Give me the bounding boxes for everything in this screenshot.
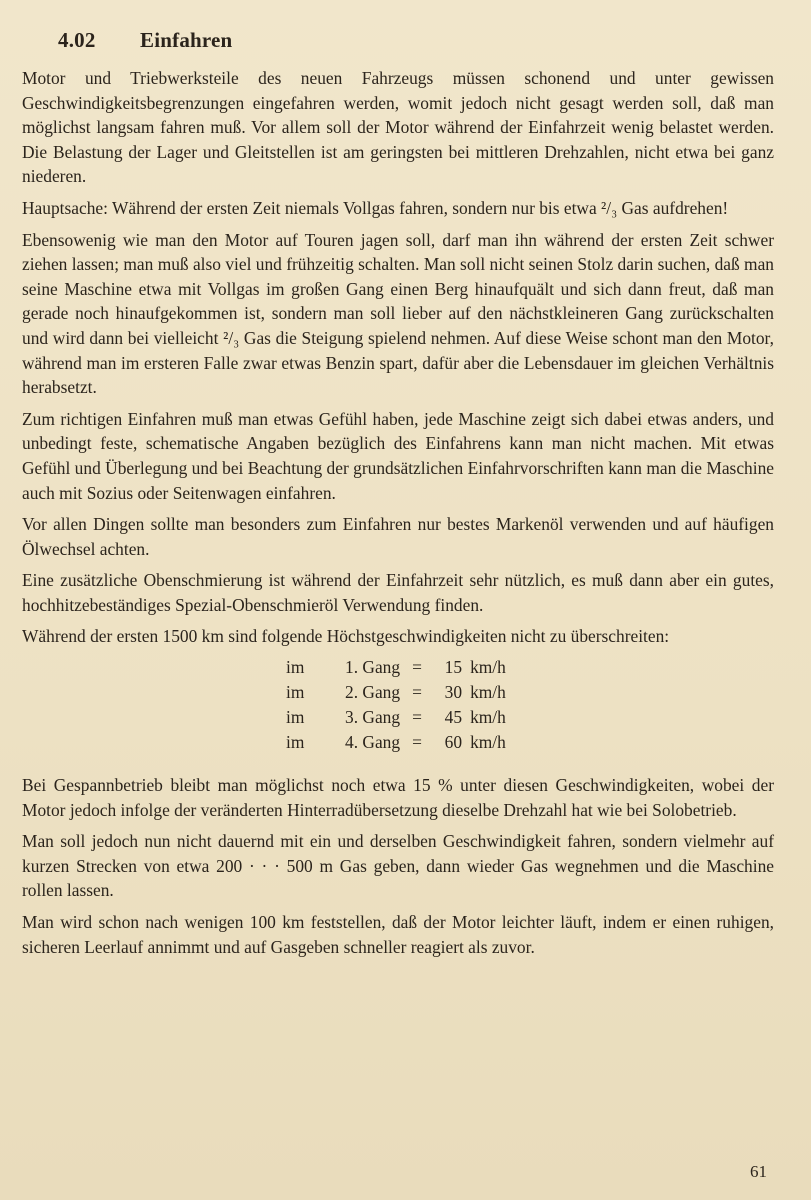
section-number: 4.02 [58,28,96,52]
section-title: Einfahren [140,28,233,52]
speed-unit: km/h [470,707,506,728]
paragraph: Motor und Triebwerksteile des neuen Fahrzeugs müssen schonend und unter gewissen Geschwindigkeitsbegrenzungen eingefahren werden, womit jedoch nicht gesagt werden soll, daß man möglichst langsam fahren muß. Vor allem soll der Motor während der Einfahrzeit wenig belastet werden. Die Belastung der Lager und Gleitstellen ist am geringsten bei mittleren Drehzahlen, nicht etwa bei ganz niederen. [22,68,774,187]
speed-gear: 1. Gang [345,657,401,678]
body-text [22,66,774,966]
speed-unit: km/h [470,732,506,753]
speed-eq: = [412,657,422,678]
page-number: 61 [750,1162,767,1181]
speed-row [286,655,774,680]
paragraph: Man soll jedoch nun nicht dauernd mit ein und derselben Geschwindigkeit fahren, sondern vielmehr auf kurzen Strecken von etwa 200 · · · 500 m Gas geben, dann wieder Gas wegnehmen und die Maschine rollen lassen. [22,831,774,901]
paragraph: Bei Gespannbetrieb bleibt man möglichst noch etwa 15 % unter diesen Geschwindigkeiten, wobei der Motor jedoch infolge der veränderten Hinterradübersetzung dieselbe Drehzahl hat wie bei Solobetrieb. [22,775,774,820]
speed-eq: = [412,732,422,753]
speed-row [286,730,774,755]
speed-eq: = [412,682,422,703]
speed-row [286,680,774,705]
paragraph: Hauptsache: Während der ersten Zeit niemals Vollgas fahren, sondern nur bis etwa ²/₃ Gas aufdrehen! [22,197,729,218]
paragraph: Vor allen Dingen sollte man besonders zum Einfahren nur bestes Markenöl verwenden und auf häufigen Ölwechsel achten. [22,514,774,559]
speed-gear: 2. Gang [345,682,401,703]
speed-value: 45 [444,707,463,728]
speed-unit: km/h [470,682,506,703]
speed-row [286,705,774,730]
speed-prefix: im [286,682,305,703]
speed-eq: = [412,707,422,728]
speed-value: 30 [444,682,463,703]
speed-value: 60 [444,732,463,753]
speed-unit: km/h [470,657,506,678]
speed-prefix: im [286,657,305,678]
speed-gear: 4. Gang [345,732,401,753]
speed-limit-table [286,655,774,755]
speed-prefix: im [286,732,305,753]
paragraph: Eine zusätzliche Obenschmierung ist während der Einfahrzeit sehr nützlich, es muß dann aber ein gutes, hochhitzebeständiges Spezial-Obenschmieröl Verwendung finden. [22,570,774,615]
paragraph: Man wird schon nach wenigen 100 km feststellen, daß der Motor leichter läuft, indem er einen ruhigen, sicheren Leerlauf annimmt und auf Gasgeben schneller reagiert als zuvor. [22,912,774,957]
section-heading [58,28,232,53]
speed-value: 15 [444,657,463,678]
paragraph: Ebensowenig wie man den Motor auf Touren jagen soll, darf man ihn während der ersten Zeit schwer ziehen lassen; man muß also viel und frühzeitig schalten. Man soll nicht seinen Stolz darin suchen, daß man seine Maschine etwa mit Vollgas im großen Gang einen Berg hinaufquält und sich dann freut, daß man gerade noch hinaufgekommen ist, sondern man soll lieber auf den nächstkleineren Gang zurückschalten und wird dann bei vielleicht ²/₃ Gas die Steigung spielend nehmen. Auf diese Weise schont man den Motor, während man im ersteren Falle zwar etwas Benzin spart, dafür aber die Lebensdauer im gleichen Verhältnis herabsetzt. [22,229,774,398]
paragraph: Zum richtigen Einfahren muß man etwas Gefühl haben, jede Maschine zeigt sich dabei etwas anders, und unbedingt feste, schematische Angaben bezüglich des Einfahrens kann man nicht machen. Mit etwas Gefühl und Überlegung und bei Beachtung der grundsätzlichen Einfahrvorschriften kann man die Maschine auch mit Sozius oder Seitenwagen einfahren. [22,408,774,503]
paragraph: Während der ersten 1500 km sind folgende Höchstgeschwindigkeiten nicht zu überschreiten: [22,626,670,647]
speed-gear: 3. Gang [345,707,401,728]
speed-prefix: im [286,707,305,728]
